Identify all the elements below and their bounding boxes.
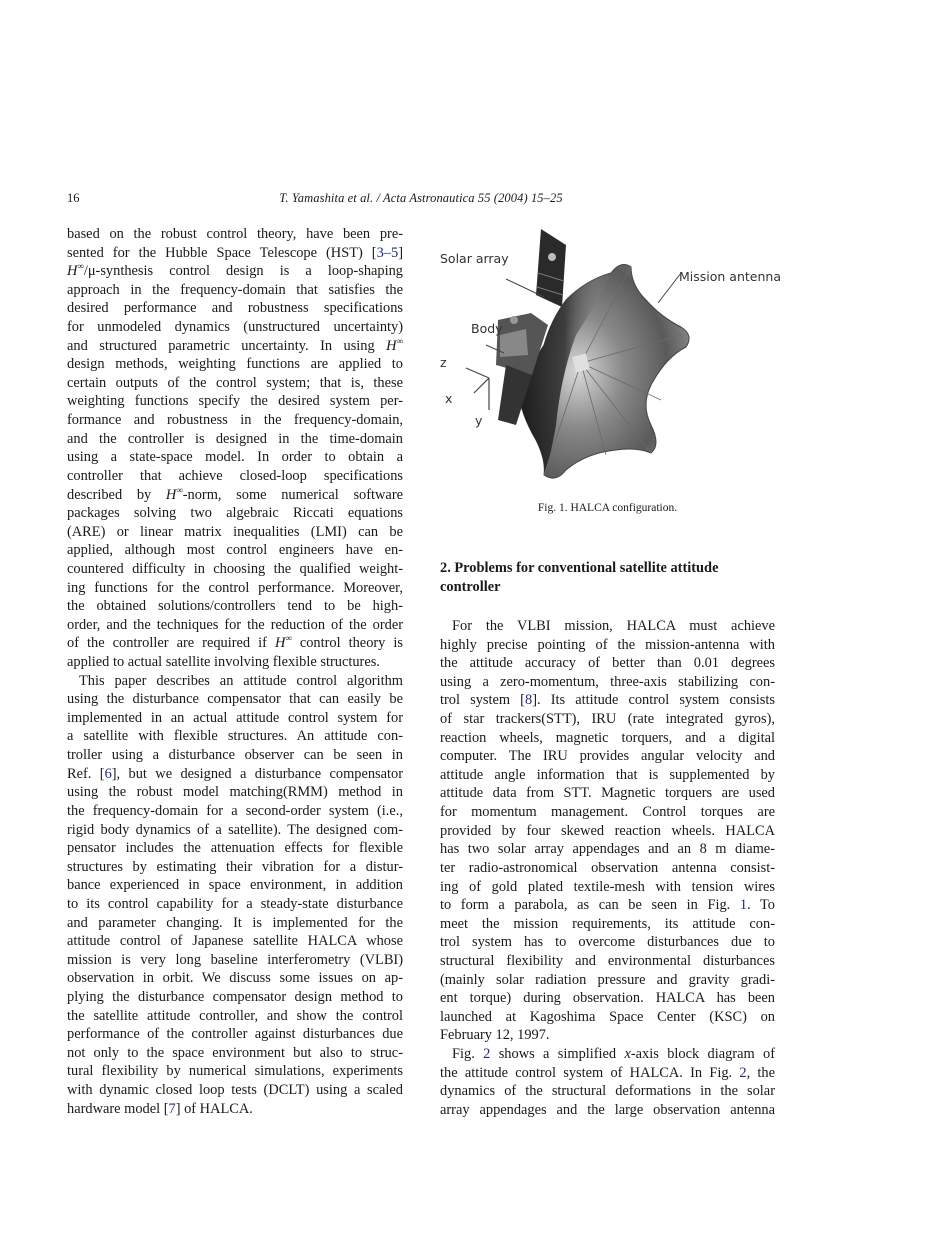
right-column bbox=[440, 617, 775, 1119]
text-line: the attitude accuracy of better than 0.01 degrees bbox=[440, 655, 775, 672]
text-line: tural flexibility by numerical simulations, experiments bbox=[67, 1063, 403, 1080]
running-header bbox=[67, 191, 775, 207]
text-line: computer. The IRU provides angular velocity and bbox=[440, 748, 775, 765]
text-line: and parameter changing. It is implemented for the bbox=[67, 914, 403, 931]
text-line: hardware model [7] of HALCA. bbox=[67, 1100, 253, 1117]
text-line: highly precise pointing of the mission-antenna with bbox=[440, 636, 775, 653]
text-line: for momentum management. Control torques are bbox=[440, 804, 775, 821]
text-line: packages solving two algebraic Riccati equations bbox=[67, 505, 403, 522]
text-line: the attitude control system of HALCA. In Fig. 2, the bbox=[440, 1064, 775, 1081]
text-line: countered difficulty in choosing the qualified weight- bbox=[67, 560, 403, 577]
text-line: attitude angle information that is supplemented by bbox=[440, 766, 775, 783]
text-line: of star trackers(STT), IRU (rate integrated gyros), bbox=[440, 711, 775, 728]
text-line: with dynamic closed loop tests (DCLT) using a scaled bbox=[67, 1082, 403, 1099]
text-line: troller using a disturbance observer can be seen in bbox=[67, 747, 403, 764]
label-axis-x: x bbox=[445, 391, 453, 406]
figure-link-2[interactable]: 2 bbox=[483, 1046, 491, 1063]
text-line: the satellite attitude controller, and show the control bbox=[67, 1007, 403, 1024]
section-heading: 2. Problems for conventional satellite attitude controller bbox=[440, 560, 719, 595]
text-line: implemented in an actual attitude control system for bbox=[67, 709, 403, 726]
label-mission-antenna: Mission antenna bbox=[679, 269, 781, 284]
text-line: plying the disturbance compensator design method to bbox=[67, 988, 403, 1005]
text-line: ing of gold plated textile-mesh with tension wires bbox=[440, 878, 775, 895]
text-line: using the disturbance compensator that can easily be bbox=[67, 691, 403, 708]
text-line: February 12, 1997. bbox=[440, 1027, 550, 1044]
text-line: using a zero-momentum, three-axis stabilizing con- bbox=[440, 673, 775, 690]
text-line: using the robust model matching(RMM) method in bbox=[67, 784, 403, 801]
citation-link-6[interactable]: 6 bbox=[104, 765, 112, 782]
text-line: For the VLBI mission, HALCA must achieve bbox=[452, 618, 775, 634]
label-axis-z: z bbox=[440, 355, 447, 370]
text-line: has two solar array appendages and an 8 m diame- bbox=[440, 841, 775, 858]
text-line: formance and robustness in the frequency-domain, bbox=[67, 412, 403, 429]
text-line: ing functions for the control performance. Moreover, bbox=[67, 579, 403, 596]
coordinate-axes bbox=[466, 368, 489, 410]
text-line: and the controller is designed in the time-domain bbox=[67, 430, 403, 447]
text-line: design methods, weighting functions are applied to bbox=[67, 356, 403, 373]
text-line: dynamics of the structural deformations in the solar bbox=[440, 1083, 775, 1100]
text-line: trol system has to overcome disturbances due to bbox=[440, 934, 775, 951]
text-line: attitude control of Japanese satellite HALCA whose bbox=[67, 933, 403, 950]
text-line: the obtained solutions/controllers tend to be high- bbox=[67, 598, 403, 615]
text-line: attitude data from STT. Magnetic torquers are used bbox=[440, 785, 775, 802]
text-line: Fig. 2 shows a simplified x-axis block diagram of bbox=[452, 1046, 775, 1063]
text-line: bance experienced in space environment, in addition bbox=[67, 877, 403, 894]
text-line: array appendages and the large observation antenna bbox=[440, 1101, 775, 1118]
text-line: structural flexibility and environmental disturbances bbox=[440, 952, 775, 969]
text-line: launched at Kagoshima Space Center (KSC) on bbox=[440, 1008, 775, 1025]
text-line: a satellite with flexible structures. An attitude con- bbox=[67, 728, 403, 745]
text-line: This paper describes an attitude control algorithm bbox=[79, 672, 403, 689]
text-line: observation in orbit. We discuss some issues on ap- bbox=[67, 970, 403, 987]
text-line: certain outputs of the control system; that is, these bbox=[67, 374, 403, 391]
page-number: 16 bbox=[67, 191, 80, 205]
text-line: reaction wheels, magnetic torquers, and a digital bbox=[440, 729, 775, 746]
halca-satellite-illustration bbox=[436, 225, 781, 490]
citation-link-3-5[interactable]: 3–5 bbox=[376, 244, 399, 261]
text-line: ter radio-astronomical observation antenna consist- bbox=[440, 859, 775, 876]
text-line: performance of the controller against disturbances due bbox=[67, 1026, 403, 1043]
text-line: based on the robust control theory, have been pre- bbox=[67, 226, 403, 242]
text-line: approach in the frequency-domain that satisfies the bbox=[67, 281, 403, 298]
text-line: (mainly solar radiation pressure and gravity gradi- bbox=[440, 971, 775, 988]
text-line: desired performance and robustness specifications bbox=[67, 300, 403, 317]
text-line: rigid body dynamics of a satellite). The designed com- bbox=[67, 821, 403, 838]
text-line: H∞/μ-synthesis control design is a loop-shaping bbox=[67, 261, 403, 280]
citation-link-8[interactable]: 8 bbox=[524, 692, 533, 709]
label-solar-array: Solar array bbox=[440, 251, 509, 266]
label-body: Body bbox=[471, 321, 503, 336]
text-line: mission is very long baseline interferometry (VLBI) bbox=[67, 951, 403, 968]
text-line: Ref. [6], but we designed a disturbance compensator bbox=[67, 765, 404, 782]
text-line: and structured parametric uncertainty. In using H∞ bbox=[67, 335, 403, 354]
text-line: described by H∞-norm, some numerical software bbox=[67, 484, 404, 503]
text-line: structures by estimating their vibration for a distur- bbox=[67, 858, 403, 875]
text-line: sented for the Hubble Space Telescope (HST) [3–5] bbox=[67, 244, 403, 261]
text-line: provided by four skewed reaction wheels. HALCA bbox=[440, 822, 775, 839]
text-line: not only to the space environment but also to struc- bbox=[67, 1044, 403, 1061]
citation-link-7[interactable]: 7 bbox=[168, 1100, 176, 1117]
text-line: (ARE) or linear matrix inequalities (LMI) can be bbox=[67, 523, 403, 540]
text-line: applied to actual satellite involving flexible structures. bbox=[67, 654, 380, 671]
figure-halca-configuration bbox=[436, 225, 781, 490]
text-line: applied, although most control engineers have en- bbox=[67, 542, 403, 559]
text-line: to form a parabola, as can be seen in Fig. 1. To bbox=[440, 897, 776, 914]
text-line: the frequency-domain for a second-order system (i.e., bbox=[67, 802, 403, 819]
left-column bbox=[67, 225, 403, 1118]
text-line: controller that achieve closed-loop specifications bbox=[67, 467, 403, 484]
text-line: using a state-space model. In order to obtain a bbox=[67, 449, 403, 466]
text-line: of the controller are required if H∞ control theory is bbox=[67, 633, 403, 652]
text-line: meet the mission requirements, its attitude con- bbox=[440, 915, 775, 932]
label-axis-y: y bbox=[475, 413, 483, 428]
figure-link-1[interactable]: 1 bbox=[739, 897, 748, 914]
text-line: ent torque) during observation. HALCA has been bbox=[440, 990, 775, 1007]
figure-caption: Fig. 1. HALCA configuration. bbox=[537, 502, 678, 514]
text-line: to its control capability for a steady-state disturbance bbox=[67, 895, 403, 912]
text-line: pensator includes the attenuation effects for flexible bbox=[67, 840, 403, 857]
text-line: for unmodeled dynamics (unstructured uncertainty) bbox=[67, 319, 403, 336]
text-line: weighting functions specify the desired system per- bbox=[67, 393, 403, 410]
text-line: trol system [8]. Its attitude control system consists bbox=[440, 692, 775, 709]
running-head: T. Yamashita et al. / Acta Astronautica 55 (2004) 15–25 bbox=[279, 191, 563, 205]
text-line: order, and the techniques for the reduction of the order bbox=[67, 616, 403, 633]
figure-link-2[interactable]: 2 bbox=[739, 1064, 747, 1081]
